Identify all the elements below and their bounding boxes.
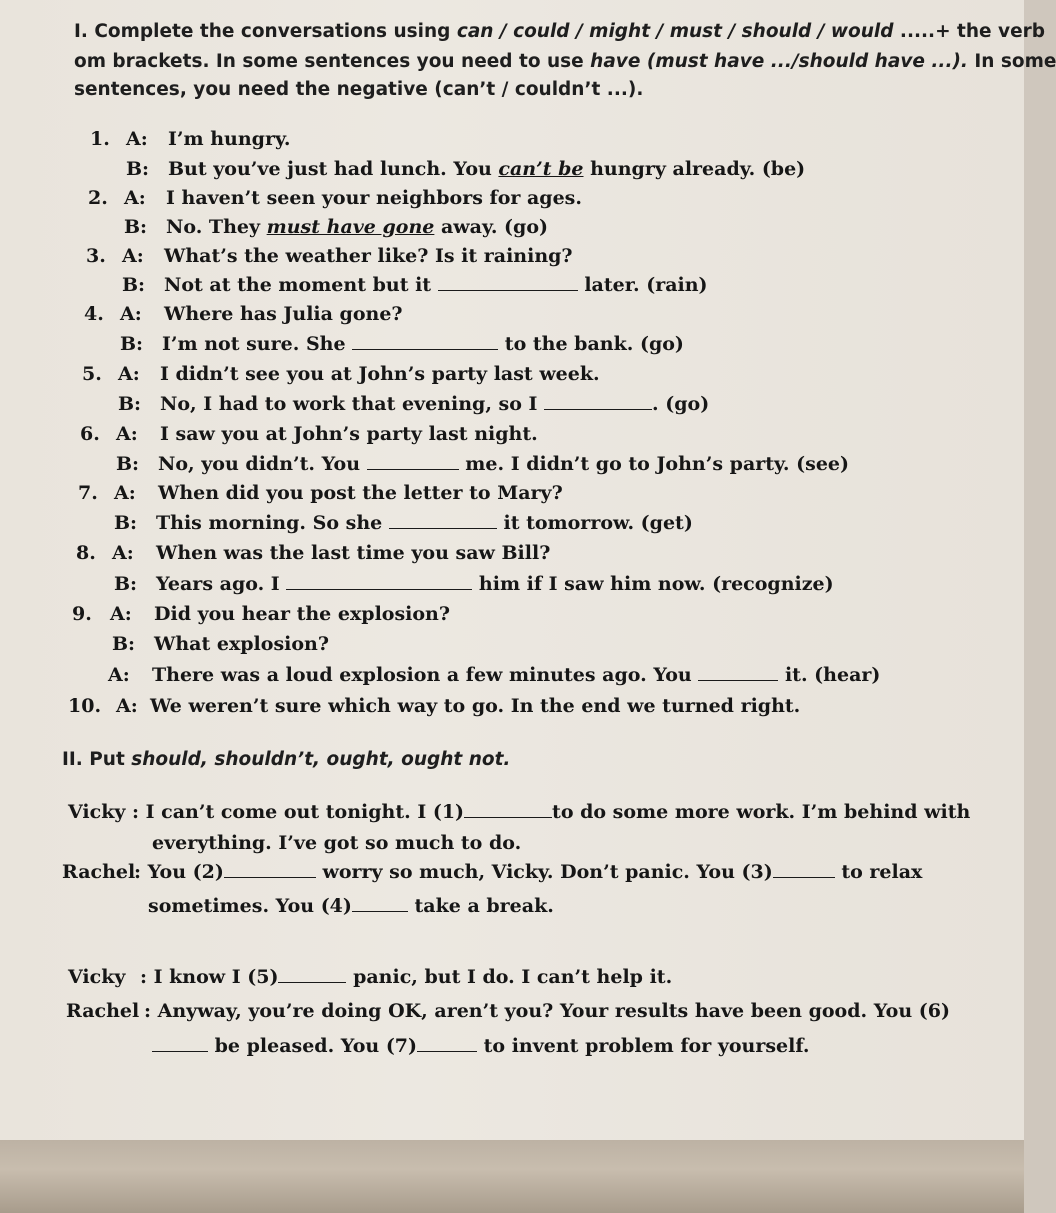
item-number: 1. xyxy=(90,128,110,150)
line-text: : I know I (5) xyxy=(140,966,279,988)
speaker-label: B: xyxy=(118,393,142,415)
line-text: sometimes. You (4) xyxy=(148,895,352,917)
item3-a xyxy=(86,245,573,267)
desk-surface xyxy=(0,1140,1024,1213)
speaker-label: A: xyxy=(114,482,136,504)
speaker-name: Rachel xyxy=(62,861,136,883)
line-text: I’m hungry. xyxy=(168,128,291,150)
line-text: him if I saw him now. (recognize) xyxy=(472,573,834,595)
item9-c xyxy=(108,664,880,686)
item-number: 8. xyxy=(76,542,96,564)
line-text: When did you post the letter to Mary? xyxy=(158,482,563,504)
heading-text: om brackets. In some sentences you need to use xyxy=(74,51,591,72)
item5-a xyxy=(82,363,600,385)
speaker-label: A: xyxy=(108,664,130,686)
answer-blank[interactable] xyxy=(698,664,778,681)
section2-heading xyxy=(62,746,510,773)
item6-b xyxy=(116,453,849,475)
line-text: But you’ve just had lunch. You xyxy=(168,158,499,180)
speaker-label: B: xyxy=(112,633,136,655)
dialogue-line-1 xyxy=(68,801,970,823)
dialogue-line-3 xyxy=(62,861,922,883)
line-text: me. I didn’t go to John’s party. (see) xyxy=(458,453,849,475)
speaker-name: Vicky xyxy=(68,966,126,988)
line-text: Did you hear the explosion? xyxy=(154,603,450,625)
speaker-label: B: xyxy=(122,274,146,296)
item1-b xyxy=(126,158,805,180)
line-text: What’s the weather like? Is it raining? xyxy=(164,245,573,267)
item-number: 3. xyxy=(86,245,106,267)
item6-a xyxy=(80,423,538,445)
item-number: 10. xyxy=(68,695,102,717)
dialogue-line-5 xyxy=(68,966,672,988)
line-text: When was the last time you saw Bill? xyxy=(156,542,551,564)
item9-b xyxy=(112,633,329,655)
line-text: There was a loud explosion a few minutes ago. You xyxy=(152,664,699,686)
line-text: No. They xyxy=(166,216,267,238)
heading-text: II. Put xyxy=(62,749,132,770)
answer-blank[interactable] xyxy=(286,573,472,590)
item5-b xyxy=(118,393,709,415)
speaker-label: A: xyxy=(116,423,138,445)
filled-answer: can’t be xyxy=(498,158,584,180)
heading-text: In some xyxy=(967,51,1056,72)
line-text: to do some more work. I’m behind with xyxy=(552,801,971,823)
heading-text: .....+ the verb xyxy=(893,21,1045,42)
line-text: : I can’t come out tonight. I (1) xyxy=(132,801,465,823)
line-text: : You (2) xyxy=(134,861,224,883)
speaker-label: A: xyxy=(118,363,140,385)
line-text: We weren’t sure which way to go. In the end we turned right. xyxy=(150,695,801,717)
dialogue-line-4 xyxy=(148,895,554,917)
answer-blank[interactable] xyxy=(352,333,498,350)
line-text: everything. I’ve got so much to do. xyxy=(152,832,522,854)
line-text: be pleased. You (7) xyxy=(208,1035,418,1057)
speaker-label: B: xyxy=(126,158,150,180)
line-text: : Anyway, you’re doing OK, aren’t you? Your results have been good. You (6) xyxy=(144,1000,950,1022)
speaker-label: A: xyxy=(120,303,142,325)
item-number: 9. xyxy=(72,603,92,625)
item-number: 4. xyxy=(84,303,104,325)
speaker-label: B: xyxy=(120,333,144,355)
item8-b xyxy=(114,573,834,595)
answer-blank-5[interactable] xyxy=(278,966,346,983)
line-text: it tomorrow. (get) xyxy=(496,512,693,534)
have-forms: have (must have .../should have ...). xyxy=(590,51,968,72)
line-text: I’m not sure. She xyxy=(162,333,353,355)
item2-a xyxy=(88,187,582,209)
answer-blank[interactable] xyxy=(389,512,497,529)
item7-a xyxy=(78,482,563,504)
item8-a xyxy=(76,542,550,564)
modal-list: can / could / might / must / should / would xyxy=(456,21,894,42)
item-number: 2. xyxy=(88,187,108,209)
section1-heading-line2 xyxy=(74,48,1056,75)
speaker-name: Vicky xyxy=(68,801,126,823)
filled-answer: must have gone xyxy=(266,216,435,238)
line-text: I haven’t seen your neighbors for ages. xyxy=(166,187,582,209)
line-text: hungry already. (be) xyxy=(583,158,806,180)
item2-b xyxy=(124,216,548,238)
answer-blank-4[interactable] xyxy=(352,895,408,912)
dialogue-line-7 xyxy=(152,1035,809,1057)
speaker-label: A: xyxy=(122,245,144,267)
speaker-label: A: xyxy=(116,695,138,717)
line-text: Not at the moment but it xyxy=(164,274,438,296)
item4-b xyxy=(120,333,684,355)
answer-blank-6[interactable] xyxy=(152,1035,208,1052)
speaker-label: B: xyxy=(124,216,148,238)
answer-blank-1[interactable] xyxy=(464,801,552,818)
answer-blank-2[interactable] xyxy=(224,861,316,878)
item9-a xyxy=(72,603,450,625)
speaker-label: B: xyxy=(116,453,140,475)
line-text: it. (hear) xyxy=(778,664,881,686)
item1-a xyxy=(90,128,290,150)
speaker-label: B: xyxy=(114,573,138,595)
speaker-label: A: xyxy=(124,187,146,209)
line-text: to the bank. (go) xyxy=(498,333,684,355)
modal-list: should, shouldn’t, ought, ought not. xyxy=(131,749,511,770)
answer-blank[interactable] xyxy=(438,274,578,291)
item-number: 6. xyxy=(80,423,100,445)
line-text: No, I had to work that evening, so I xyxy=(160,393,545,415)
line-text: later. (rain) xyxy=(577,274,708,296)
speaker-label: A: xyxy=(110,603,132,625)
line-text: away. (go) xyxy=(434,216,548,238)
speaker-label: A: xyxy=(126,128,148,150)
item-number: 5. xyxy=(82,363,102,385)
item3-b xyxy=(122,274,708,296)
line-text: Where has Julia gone? xyxy=(164,303,403,325)
section1-heading-line3 xyxy=(74,76,643,103)
heading-text: sentences, you need the negative (can’t / couldn’t ...). xyxy=(74,79,644,100)
answer-blank-3[interactable] xyxy=(773,861,835,878)
heading-text: I. Complete the conversations using xyxy=(74,21,457,42)
dialogue-line-2 xyxy=(152,832,521,854)
item7-b xyxy=(114,512,693,534)
line-text: This morning. So she xyxy=(156,512,389,534)
line-text: worry so much, Vicky. Don’t panic. You (3) xyxy=(315,861,773,883)
item4-a xyxy=(84,303,403,325)
line-text: to relax xyxy=(834,861,923,883)
line-text: What explosion? xyxy=(154,633,329,655)
line-text: panic, but I do. I can’t help it. xyxy=(346,966,673,988)
speaker-label: A: xyxy=(112,542,134,564)
line-text: I didn’t see you at John’s party last week. xyxy=(160,363,600,385)
line-text: Years ago. I xyxy=(156,573,287,595)
answer-blank-7[interactable] xyxy=(417,1035,477,1052)
line-text: to invent problem for yourself. xyxy=(477,1035,810,1057)
speaker-name: Rachel xyxy=(66,1000,140,1022)
dialogue-line-6 xyxy=(66,1000,950,1022)
line-text: take a break. xyxy=(407,895,554,917)
answer-blank[interactable] xyxy=(367,453,459,470)
line-text: No, you didn’t. You xyxy=(158,453,367,475)
line-text: I saw you at John’s party last night. xyxy=(160,423,538,445)
item10-a xyxy=(68,695,800,717)
item-number: 7. xyxy=(78,482,98,504)
answer-blank[interactable] xyxy=(544,393,652,410)
line-text: . (go) xyxy=(652,393,710,415)
speaker-label: B: xyxy=(114,512,138,534)
section1-heading-line1 xyxy=(74,18,1045,45)
